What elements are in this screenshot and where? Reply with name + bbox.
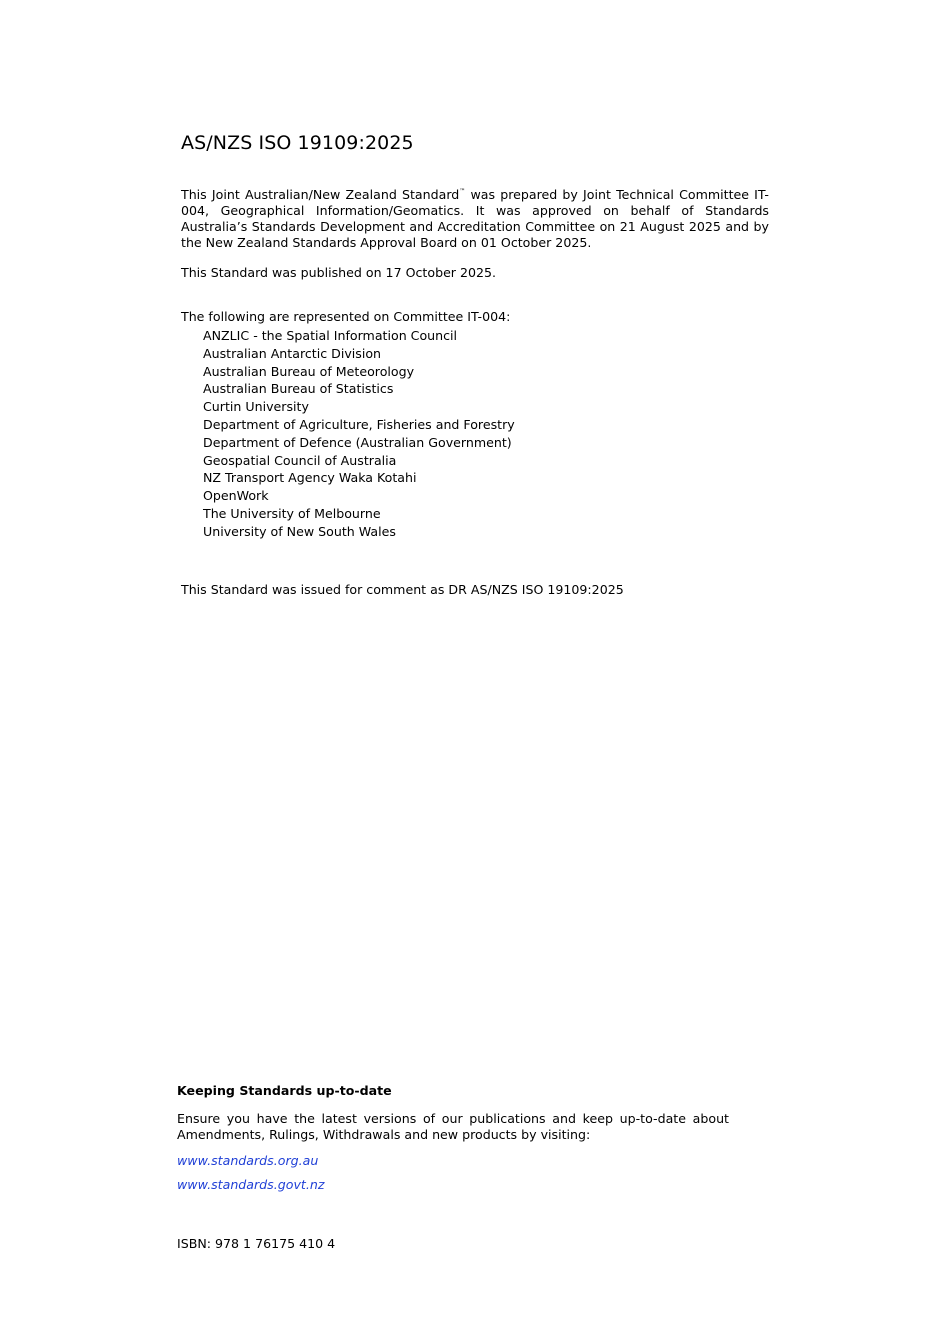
- keeping-up-to-date-text: Ensure you have the latest versions of our publications and keep up-to-date about Amendments, Rulings, Withdrawals and new products by visiting:: [177, 1111, 729, 1142]
- committee-member: Department of Defence (Australian Government): [203, 434, 512, 450]
- committee-member: Australian Antarctic Division: [203, 345, 382, 361]
- preparation-statement: [181, 187, 769, 251]
- committee-member: University of New South Wales: [203, 523, 396, 539]
- committee-member: Australian Bureau of Statistics: [203, 381, 394, 397]
- document-title: AS/NZS ISO 19109:2025: [181, 132, 414, 154]
- issued-for-comment-note: This Standard was issued for comment as DR AS/NZS ISO 19109:2025: [181, 582, 624, 597]
- committee-member: Curtin University: [203, 399, 309, 415]
- committee-member: NZ Transport Agency Waka Kotahi: [203, 470, 417, 486]
- committee-member: Geospatial Council of Australia: [203, 452, 397, 468]
- isbn-number: ISBN: 978 1 76175 410 4: [177, 1236, 336, 1251]
- preparation-text-end: was prepared by Joint Technical Committee IT-004, Geographical Information/Geomatics. It was approved on behalf of Standards Australia’s Standards Development and Accreditation Committee on 21 August 2025 and by the New Zealand Standards Approval Board on 01 October 2025.: [181, 187, 769, 250]
- standards-new-zealand-link[interactable]: www.standards.govt.nz: [177, 1177, 325, 1192]
- committee-member-list: [203, 327, 515, 541]
- committee-member: ANZLIC - the Spatial Information Council: [203, 328, 458, 343]
- keeping-up-to-date-heading: Keeping Standards up-to-date: [177, 1083, 392, 1098]
- committee-member: Australian Bureau of Meteorology: [203, 363, 415, 379]
- committee-member: OpenWork: [203, 488, 269, 504]
- trademark-symbol: ™: [459, 188, 466, 195]
- committee-member: The University of Melbourne: [203, 505, 381, 521]
- committee-heading: The following are represented on Committee IT-004:: [181, 309, 511, 324]
- standards-australia-link[interactable]: www.standards.org.au: [177, 1153, 319, 1168]
- committee-member: Department of Agriculture, Fisheries and Forestry: [203, 416, 515, 432]
- preparation-text-start: This Joint Australian/New Zealand Standard: [181, 187, 460, 202]
- publication-date: This Standard was published on 17 October 2025.: [181, 265, 497, 280]
